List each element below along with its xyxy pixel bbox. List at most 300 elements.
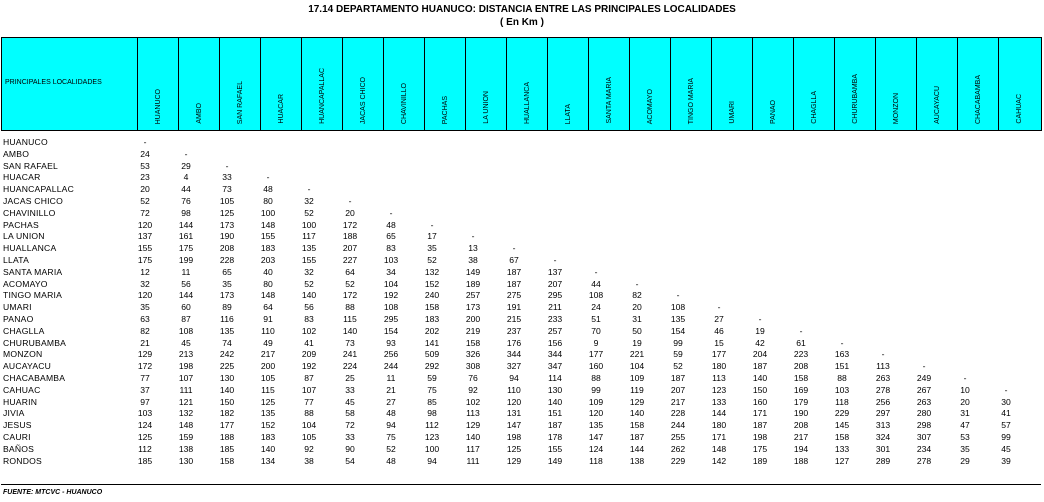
table-cell: 211 — [548, 302, 562, 313]
table-cell: 120 — [506, 396, 522, 407]
table-cell: 140 — [219, 384, 235, 395]
column-header — [260, 38, 302, 130]
column-header — [957, 38, 999, 130]
table-cell: 45 — [1001, 443, 1011, 454]
table-cell: 177 — [711, 349, 727, 360]
table-cell: 207 — [547, 278, 563, 289]
table-cell: 125 — [506, 443, 522, 454]
table-cell: 108 — [178, 325, 194, 336]
table-cell: 173 — [219, 219, 235, 230]
table-cell: 83 — [386, 243, 396, 254]
table-cell: 295 — [383, 314, 399, 324]
table-cell: 198 — [178, 361, 194, 372]
column-header-label: PANAO — [769, 100, 777, 124]
table-cell: 118 — [835, 396, 849, 407]
table-cell: 110 — [507, 384, 521, 395]
table-row — [0, 301, 1044, 313]
table-cell: 105 — [301, 432, 317, 442]
table-cell: 147 — [588, 432, 604, 442]
column-header — [834, 38, 876, 130]
table-cell: 124 — [588, 443, 604, 454]
table-cell: 129 — [137, 349, 153, 360]
table-cell: 114 — [548, 373, 562, 383]
source-note: FUENTE: MTCVC - HUANUCO — [3, 489, 103, 496]
table-cell: 64 — [345, 266, 355, 277]
table-cell: 12 — [140, 266, 150, 277]
table-cell: 73 — [345, 337, 355, 348]
table-cell: 129 — [465, 420, 481, 431]
table-cell: 207 — [670, 384, 686, 395]
table-cell: 65 — [386, 231, 396, 242]
table-row — [0, 148, 1044, 160]
table-cell: 177 — [588, 349, 604, 360]
row-label: ACOMAYO — [3, 278, 48, 289]
table-cell: 141 — [424, 337, 440, 348]
table-cell: 52 — [304, 278, 314, 289]
table-cell: 217 — [793, 432, 809, 442]
table-cell: 173 — [465, 302, 481, 313]
row-label: JACAS CHICO — [3, 196, 63, 206]
table-cell: 20 — [960, 396, 970, 407]
table-cell: 107 — [301, 384, 317, 395]
table-cell: 221 — [629, 349, 645, 360]
table-cell: 142 — [711, 455, 727, 466]
table-cell: 200 — [260, 361, 276, 372]
table-cell: 127 — [834, 455, 850, 466]
table-cell: 87 — [181, 314, 191, 324]
table-cell: 38 — [304, 455, 314, 466]
table-cell: 202 — [424, 325, 440, 336]
table-cell: 249 — [916, 373, 932, 383]
table-cell: 135 — [260, 408, 276, 419]
table-cell: 138 — [178, 443, 194, 454]
table-cell: 135 — [219, 325, 235, 336]
table-cell: 29 — [960, 455, 970, 466]
table-cell: 83 — [304, 314, 314, 324]
row-label: HUANCAPALLAC — [3, 184, 75, 195]
table-row — [0, 443, 1044, 455]
table-cell: 88 — [304, 408, 314, 419]
table-cell: - — [143, 137, 147, 147]
table-cell: 56 — [181, 278, 191, 289]
table-cell: 188 — [793, 455, 809, 466]
table-cell: 198 — [506, 432, 522, 442]
table-cell: 187 — [629, 432, 645, 442]
table-cell: 137 — [547, 266, 563, 277]
table-cell: 9 — [593, 337, 599, 348]
table-cell: - — [184, 148, 188, 159]
table-row — [0, 266, 1044, 278]
table-cell: 130 — [178, 455, 194, 466]
table-cell: 150 — [219, 396, 235, 407]
column-header-label: CHAGLLA — [810, 91, 818, 124]
table-cell: 53 — [960, 432, 970, 442]
table-cell: 172 — [342, 290, 358, 301]
table-cell: 37 — [140, 384, 150, 395]
row-label: HUALLANCA — [3, 243, 57, 254]
table-cell: 180 — [711, 361, 727, 372]
table-cell: 208 — [793, 361, 809, 372]
table-cell: 33 — [345, 384, 355, 395]
table-cell: 80 — [263, 278, 273, 289]
table-header — [1, 37, 1042, 131]
table-cell: 160 — [588, 361, 604, 372]
table-cell: 11 — [181, 266, 191, 277]
table-cell: 326 — [465, 349, 481, 360]
table-cell: 123 — [711, 384, 727, 395]
table-cell: 219 — [465, 325, 481, 336]
table-cell: 140 — [752, 373, 768, 383]
table-cell: - — [635, 278, 639, 289]
table-row — [0, 171, 1044, 183]
row-label: PACHAS — [3, 219, 39, 230]
row-label: PANAO — [3, 314, 34, 324]
column-header-label: CHACABAMBA — [974, 74, 982, 124]
table-cell: 111 — [466, 455, 480, 466]
table-cell: 135 — [670, 314, 686, 324]
column-header-label: CAHUAC — [1015, 94, 1023, 124]
table-row — [0, 455, 1044, 467]
table-cell: 115 — [261, 384, 275, 395]
table-row — [0, 372, 1044, 384]
table-cell: 147 — [506, 420, 522, 431]
table-cell: 125 — [219, 207, 235, 218]
table-cell: 109 — [588, 396, 604, 407]
table-cell: 99 — [673, 337, 683, 348]
row-label: RONDOS — [3, 455, 42, 466]
table-cell: 209 — [301, 349, 317, 360]
table-cell: 215 — [506, 314, 522, 324]
table-cell: 82 — [632, 290, 642, 301]
table-cell: 152 — [424, 278, 440, 289]
column-header — [178, 38, 220, 130]
footer-divider — [1, 484, 1041, 485]
table-cell: 94 — [427, 455, 437, 466]
column-header-label: HUACAR — [277, 94, 285, 124]
table-cell: 130 — [219, 373, 235, 383]
table-cell: - — [471, 231, 475, 242]
table-cell: 11 — [386, 373, 396, 383]
table-cell: 169 — [793, 384, 809, 395]
table-cell: 217 — [670, 396, 686, 407]
table-cell: 207 — [342, 243, 358, 254]
table-cell: 48 — [263, 184, 273, 195]
table-cell: - — [799, 325, 803, 336]
table-cell: 194 — [793, 443, 809, 454]
table-cell: 65 — [222, 266, 232, 277]
table-cell: 108 — [588, 290, 604, 301]
table-cell: 76 — [181, 196, 191, 206]
table-cell: 117 — [302, 231, 316, 242]
table-cell: 151 — [834, 361, 850, 372]
table-cell: 94 — [386, 420, 396, 431]
table-cell: 60 — [181, 302, 191, 313]
table-cell: 75 — [386, 432, 396, 442]
table-cell: 23 — [140, 172, 150, 183]
row-label: CAHUAC — [3, 384, 41, 395]
table-cell: 99 — [1001, 432, 1011, 442]
table-cell: 509 — [424, 349, 440, 360]
table-cell: 17 — [427, 231, 437, 242]
column-header — [752, 38, 794, 130]
table-cell: 102 — [301, 325, 317, 336]
table-cell: 175 — [752, 443, 768, 454]
table-cell: 190 — [219, 231, 235, 242]
table-cell: 20 — [345, 207, 355, 218]
table-cell: 41 — [1001, 408, 1011, 419]
row-label: AMBO — [3, 148, 30, 159]
column-header — [711, 38, 753, 130]
table-cell: 27 — [386, 396, 396, 407]
table-cell: 52 — [304, 207, 314, 218]
column-header — [998, 38, 1040, 130]
table-cell: 20 — [140, 184, 150, 195]
table-cell: 24 — [140, 148, 150, 159]
table-cell: 29 — [181, 160, 191, 171]
table-cell: 227 — [342, 255, 358, 265]
table-cell: 240 — [424, 290, 440, 301]
table-cell: 155 — [260, 231, 276, 242]
table-cell: 56 — [304, 302, 314, 313]
table-cell: 77 — [140, 373, 150, 383]
table-cell: 148 — [711, 443, 727, 454]
table-cell: 185 — [137, 455, 153, 466]
table-cell: 10 — [960, 384, 970, 395]
table-cell: - — [225, 160, 229, 171]
table-cell: 192 — [383, 290, 399, 301]
table-cell: 107 — [178, 373, 194, 383]
table-cell: 49 — [263, 337, 273, 348]
column-header — [424, 38, 466, 130]
table-cell: 188 — [219, 432, 235, 442]
table-cell: 203 — [260, 255, 276, 265]
table-cell: 21 — [140, 337, 150, 348]
column-header-label: LLATA — [564, 103, 572, 124]
table-cell: 158 — [629, 420, 645, 431]
table-cell: 179 — [793, 396, 809, 407]
table-cell: 257 — [465, 290, 481, 301]
column-header-label: LA UNION — [482, 91, 490, 124]
row-label: BAÑOS — [3, 443, 35, 454]
table-cell: 229 — [670, 455, 686, 466]
table-cell: 74 — [222, 337, 232, 348]
header-label: PRINCIPALES LOCALIDADES — [5, 79, 102, 86]
column-header-label: CHAVINILLO — [400, 82, 408, 124]
table-cell: 108 — [670, 302, 686, 313]
table-cell: 344 — [506, 349, 522, 360]
column-header-label: HUANUCO — [154, 88, 162, 124]
table-cell: 20 — [632, 302, 642, 313]
table-cell: 80 — [263, 196, 273, 206]
table-cell: 278 — [875, 384, 891, 395]
row-label: LLATA — [3, 255, 29, 265]
table-cell: 4 — [183, 172, 189, 183]
table-cell: 44 — [181, 184, 191, 195]
table-cell: 161 — [178, 231, 194, 242]
table-cell: 177 — [219, 420, 235, 431]
table-cell: 50 — [632, 325, 642, 336]
table-cell: 52 — [673, 361, 683, 372]
table-cell: 91 — [263, 314, 273, 324]
table-cell: 33 — [222, 172, 232, 183]
table-cell: 82 — [140, 325, 150, 336]
row-label: SANTA MARIA — [3, 266, 63, 277]
table-cell: 255 — [670, 432, 686, 442]
table-cell: 172 — [342, 219, 358, 230]
table-cell: 154 — [670, 325, 686, 336]
row-label: AUCAYACU — [3, 361, 52, 372]
table-cell: - — [307, 184, 311, 195]
table-cell: 52 — [386, 443, 396, 454]
table-row — [0, 313, 1044, 325]
table-cell: 140 — [629, 408, 645, 419]
table-cell: 132 — [424, 266, 440, 277]
table-cell: 27 — [714, 314, 724, 324]
table-cell: 223 — [793, 349, 809, 360]
table-cell: 155 — [137, 243, 153, 254]
column-header-label: HUALLANCA — [523, 81, 531, 124]
table-cell: 183 — [260, 432, 276, 442]
table-cell: 313 — [875, 420, 891, 431]
page-title: 17.14 DEPARTAMENTO HUANUCO: DISTANCIA ENTRE LAS PRINCIPALES LOCALIDADES — [308, 4, 736, 15]
table-row — [0, 407, 1044, 419]
table-cell: 301 — [875, 443, 891, 454]
table-cell: 72 — [140, 207, 150, 218]
column-header-label: ACOMAYO — [646, 88, 654, 124]
table-cell: 52 — [345, 278, 355, 289]
table-cell: 125 — [260, 396, 276, 407]
table-cell: - — [881, 349, 885, 360]
table-cell: 125 — [137, 432, 153, 442]
table-cell: 347 — [547, 361, 563, 372]
table-cell: 171 — [711, 432, 727, 442]
table-row — [0, 136, 1044, 148]
table-cell: 115 — [343, 314, 357, 324]
table-cell: 118 — [589, 455, 603, 466]
table-cell: 307 — [916, 432, 932, 442]
table-cell: 103 — [137, 408, 153, 419]
row-label: MONZON — [3, 349, 43, 360]
table-cell: - — [758, 314, 762, 324]
table-cell: 46 — [714, 325, 724, 336]
row-label: UMARI — [3, 302, 32, 313]
table-cell: 176 — [506, 337, 522, 348]
table-cell: 228 — [219, 255, 235, 265]
table-cell: 48 — [386, 408, 396, 419]
table-cell: 262 — [670, 443, 686, 454]
table-cell: 35 — [222, 278, 232, 289]
row-label: HUARIN — [3, 396, 38, 407]
table-cell: 94 — [509, 373, 519, 383]
table-cell: 19 — [755, 325, 765, 336]
table-cell: 158 — [793, 373, 809, 383]
table-cell: 13 — [468, 243, 478, 254]
table-cell: 204 — [752, 349, 768, 360]
table-cell: - — [594, 266, 598, 277]
table-cell: 144 — [178, 219, 194, 230]
table-cell: 104 — [383, 278, 399, 289]
table-cell: 30 — [1001, 396, 1011, 407]
column-header-label: HUANCAPALLAC — [318, 68, 326, 124]
table-cell: 19 — [632, 337, 642, 348]
table-cell: 187 — [752, 361, 768, 372]
table-cell: 224 — [342, 361, 358, 372]
table-cell: 130 — [547, 384, 563, 395]
table-cell: 150 — [752, 384, 768, 395]
table-cell: 112 — [138, 443, 152, 454]
table-row — [0, 360, 1044, 372]
table-cell: 233 — [547, 314, 563, 324]
column-header-label: MONZON — [892, 92, 900, 124]
table-cell: 113 — [466, 408, 480, 419]
table-cell: 144 — [711, 408, 727, 419]
table-cell: 289 — [875, 455, 891, 466]
table-cell: 154 — [383, 325, 399, 336]
table-cell: 135 — [301, 243, 317, 254]
table-cell: 88 — [345, 302, 355, 313]
table-cell: 242 — [219, 349, 235, 360]
table-cell: 190 — [793, 408, 809, 419]
table-cell: 187 — [506, 266, 522, 277]
table-cell: 175 — [178, 243, 194, 254]
table-cell: 72 — [345, 420, 355, 431]
table-cell: 173 — [219, 290, 235, 301]
table-cell: 298 — [916, 420, 932, 431]
column-header — [342, 38, 384, 130]
table-cell: 31 — [632, 314, 642, 324]
table-cell: 267 — [916, 384, 932, 395]
table-cell: 120 — [137, 290, 153, 301]
table-row — [0, 348, 1044, 360]
column-header-label: SAN RAFAEL — [236, 80, 244, 124]
table-cell: 59 — [673, 349, 683, 360]
table-cell: 98 — [427, 408, 437, 419]
table-cell: 105 — [219, 196, 235, 206]
table-cell: 90 — [345, 443, 355, 454]
table-cell: - — [676, 290, 680, 301]
table-cell: 327 — [506, 361, 522, 372]
table-cell: 92 — [304, 443, 314, 454]
column-header — [506, 38, 548, 130]
table-cell: 149 — [465, 266, 481, 277]
table-cell: 104 — [629, 361, 645, 372]
column-header — [588, 38, 630, 130]
table-cell: 263 — [916, 396, 932, 407]
table-cell: 191 — [506, 302, 522, 313]
column-header — [465, 38, 507, 130]
table-cell: 52 — [140, 196, 150, 206]
table-cell: 53 — [140, 160, 150, 171]
table-cell: 87 — [304, 373, 314, 383]
table-cell: 59 — [427, 373, 437, 383]
table-cell: 140 — [260, 443, 276, 454]
table-cell: 123 — [424, 432, 440, 442]
table-cell: 89 — [222, 302, 232, 313]
table-row — [0, 254, 1044, 266]
table-cell: 133 — [834, 443, 850, 454]
table-cell: 100 — [260, 207, 276, 218]
table-cell: 192 — [301, 361, 317, 372]
table-cell: 64 — [263, 302, 273, 313]
table-cell: - — [1004, 384, 1008, 395]
table-cell: 178 — [547, 432, 563, 442]
table-cell: 183 — [260, 243, 276, 254]
table-cell: 185 — [219, 443, 235, 454]
table-cell: 140 — [465, 432, 481, 442]
table-cell: 35 — [427, 243, 437, 254]
table-cell: 120 — [137, 219, 153, 230]
table-cell: 48 — [386, 219, 396, 230]
